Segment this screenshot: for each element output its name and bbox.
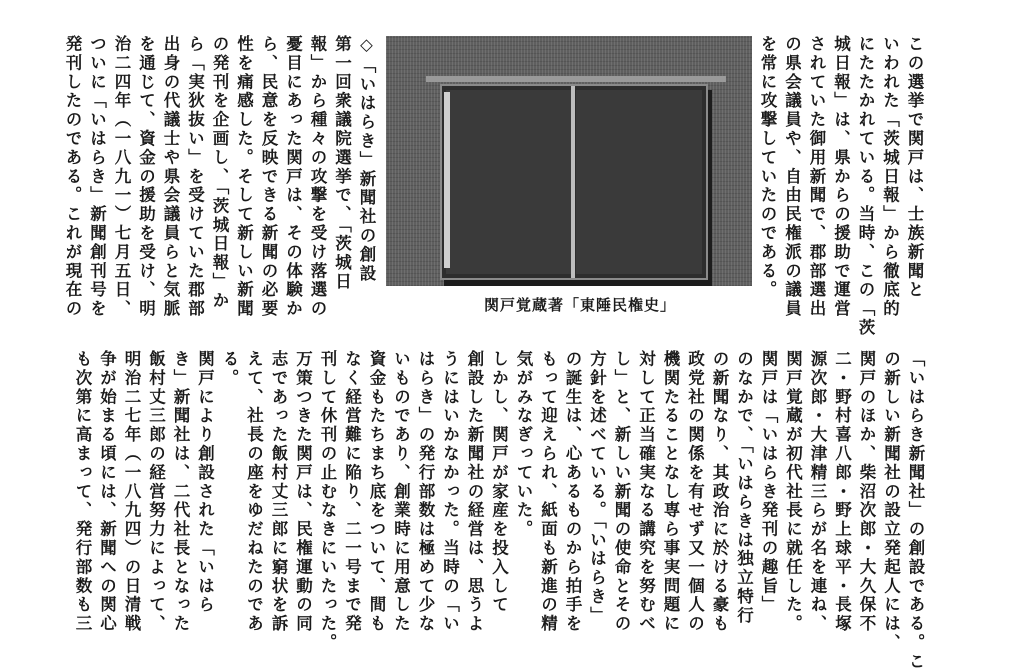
text-line: いわれた「茨城日報」から徹底的 (880, 35, 900, 319)
text-line: 報」から種々の攻撃を受け落選の (308, 35, 327, 319)
text-line: しかし、関戸が家産を投入して (489, 350, 509, 615)
book-spine (571, 86, 575, 278)
text-line: 政党社の関係を有せず又一個人の (685, 350, 705, 634)
article-text-lower (73, 350, 927, 671)
text-line: 二・野村喜八郎・野上球平・長塚 (832, 350, 852, 634)
text-line: 関戸により創設された「いはら (195, 350, 215, 615)
text-line: のなかで、「いはらきは独立特行 (734, 350, 754, 626)
text-line: 関戸のほか、柴沼次郎・大久保不 (857, 350, 876, 634)
text-line: も次第に高まって、発行部数も三 (73, 350, 92, 634)
text-line: の新聞なり、其政治に於ける豪も (710, 350, 729, 634)
text-line: いものであり、創業時に用意した (391, 350, 411, 634)
text-line: ら「実狄抜い」を受けていた郡部 (185, 35, 205, 319)
article-text-upper-left (48, 35, 378, 327)
text-line: 明治二七年（一八九四）の日清戦 (122, 350, 141, 634)
text-line: 性を痛感した。そして新しい新聞 (234, 35, 254, 319)
text-line: 志であった飯村丈三郎に窮状を訴 (269, 350, 288, 634)
text-line: されていた御用新聞で、郡部選出 (807, 35, 826, 319)
book-photo (386, 36, 752, 286)
text-line: 城日報」は、県からの援助で運営 (831, 35, 851, 319)
text-line: 争が始まる頃には、新聞への関心 (97, 350, 117, 634)
text-line: 治二四年（一八九一）七月五日、 (112, 35, 131, 319)
photo-edge (426, 76, 726, 82)
text-line: き」新聞社は、二代社長となった (171, 350, 190, 634)
book-cover-edge (444, 92, 450, 268)
text-line: の新しい新聞社の設立発起人には、 (881, 350, 901, 653)
text-line: の県会議員や、自由民権派の議員 (782, 35, 802, 319)
text-line: 関戸覚蔵が初代社長に就任した。 (783, 350, 803, 634)
section-heading: ◇「いはらき」新聞社の創設 (357, 35, 376, 284)
text-line: 関戸は「いはらき発刊の趣旨」 (759, 350, 778, 615)
text-line: にたたかれている。当時、この「茨 (856, 35, 875, 338)
text-line: ら、民意を反映できる新聞の必要 (259, 35, 278, 319)
text-line: の誕生は、心あるものから拍手を (563, 350, 582, 634)
text-line: 気がみなぎっていた。 (514, 350, 533, 539)
text-line: の発刊を企画し、「茨城日報」か (210, 35, 229, 311)
article-text-upper-right (758, 35, 926, 338)
text-line: 刊して休刊の止むなきにいたった。 (318, 350, 337, 653)
text-line: 憂目にあった関戸は、その体験か (283, 35, 303, 319)
book-image (440, 84, 708, 280)
text-line: 源次郎・大津精三らが名を連ね、 (808, 350, 827, 634)
text-line: もって迎えられ、紙面も新進の精 (538, 350, 558, 634)
text-line: 飯村丈三郎の経営努力によって、 (146, 350, 166, 634)
text-line: を常に攻撃していたのである。 (758, 35, 777, 300)
text-line: えて、社長の座をゆだねたのであ (244, 350, 264, 634)
text-line: ついに「いはらき」新聞創刊号を (87, 35, 107, 319)
text-line: 「いはらき新聞社」の創設である。こ (906, 350, 925, 671)
book-page-right (576, 90, 702, 274)
text-line: 発刊したのである。これが現在の (63, 35, 82, 319)
text-line: はらき」の発行部数は極めて少な (416, 350, 435, 634)
book-page-left (446, 90, 572, 274)
text-line: うにはいかなかった。当時の「い (440, 350, 460, 634)
text-line: なく経営難に陥り、二一号まで発 (342, 350, 362, 634)
text-line: 万策つきた関戸は、民権運動の同 (293, 350, 313, 634)
text-line: この選挙で関戸は、士族新聞と (905, 35, 924, 300)
text-line: 対して正当確実なる講究を努むべ (636, 350, 656, 634)
text-line: る。 (220, 350, 239, 388)
text-line: 資金もたちまち底をついて、間も (367, 350, 386, 634)
photo-caption: 関戸覚蔵著「東陲民権史」 (483, 296, 676, 314)
text-line: 方針を述べている。「いはらき」 (587, 350, 607, 626)
text-line: 創設した新聞社の経営は、思うよ (465, 350, 484, 634)
text-line: し」と、新しい新聞の使命とその (612, 350, 631, 634)
text-line: 出身の代議士や県会議員らと気脈 (161, 35, 180, 319)
text-line: 機関たることなし専ら事実問題に (661, 350, 680, 634)
text-line: 第一回衆議院選挙で、「茨城日 (332, 35, 352, 292)
text-line: を通じて、資金の援助を受け、明 (136, 35, 156, 319)
